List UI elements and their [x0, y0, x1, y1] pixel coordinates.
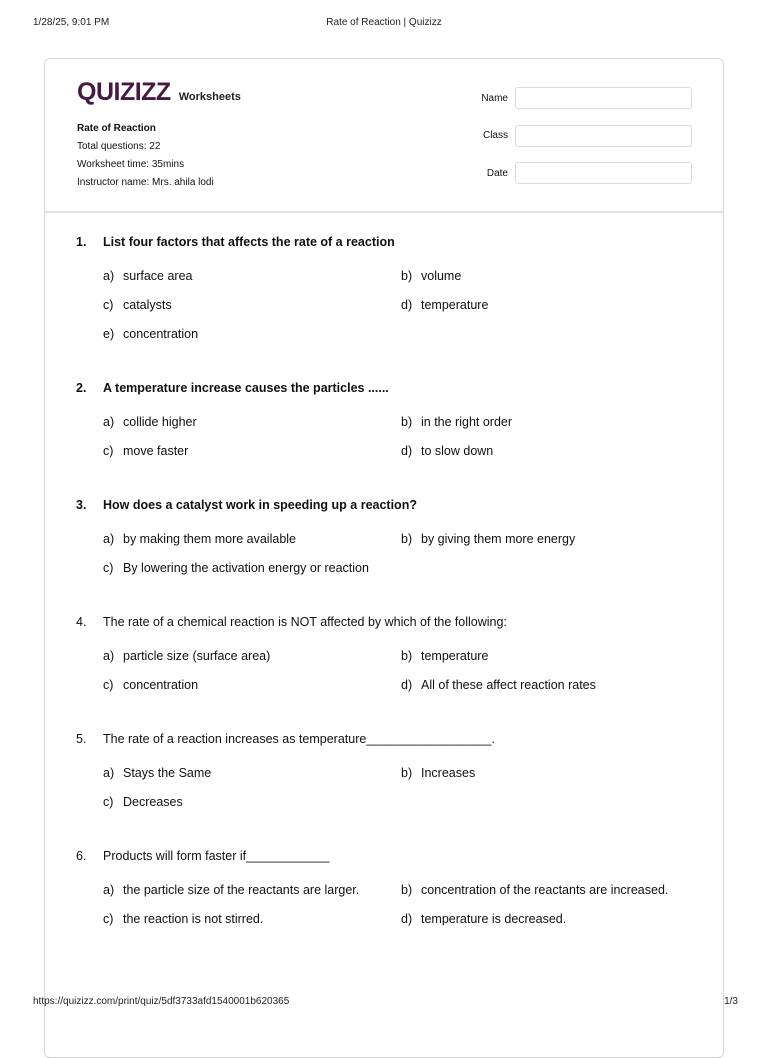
option-c [103, 795, 183, 809]
option-text: By lowering the activation energy or reaction [123, 561, 369, 575]
option-text: by giving them more energy [421, 532, 576, 546]
option-text: volume [421, 269, 462, 283]
option-letter: b) [401, 532, 413, 546]
option-letter: d) [401, 444, 413, 458]
worksheet-meta [77, 120, 214, 192]
question-text: A temperature increase causes the particles ...... [103, 381, 389, 395]
question-text: The rate of a chemical reaction is NOT affected by which of the following: [103, 615, 507, 629]
option-d [401, 912, 566, 926]
option-text: concentration of the reactants are increased. [421, 883, 669, 897]
name-field-row [481, 87, 692, 109]
option-letter: c) [103, 795, 114, 809]
question-stem [76, 381, 716, 395]
worksheet-header [45, 59, 723, 213]
option-c [103, 678, 198, 692]
option-letter: b) [401, 415, 413, 429]
option-text: in the right order [421, 415, 513, 429]
option-letter: d) [401, 678, 413, 692]
option-text: by making them more available [123, 532, 296, 546]
option-b [401, 766, 475, 780]
date-field-row [481, 162, 692, 184]
option-letter: c) [103, 561, 114, 575]
question-number: 2. [76, 381, 87, 395]
question-2 [76, 381, 716, 458]
option-a [103, 269, 192, 283]
option-text: temperature [421, 649, 489, 663]
option-letter: c) [103, 444, 114, 458]
total-questions: Total questions: 22 [77, 141, 161, 152]
option-text: the particle size of the reactants are larger. [123, 883, 360, 897]
question-text: The rate of a reaction increases as temperature__________________. [103, 732, 495, 746]
question-4 [76, 615, 716, 692]
option-letter: c) [103, 912, 114, 926]
option-text: temperature [421, 298, 489, 312]
option-a [103, 766, 211, 780]
option-c [103, 298, 172, 312]
option-text: concentration [123, 327, 199, 341]
option-letter: a) [103, 883, 115, 897]
question-stem [76, 732, 716, 746]
option-c [103, 912, 263, 926]
option-d [401, 298, 488, 312]
option-text: temperature is decreased. [421, 912, 567, 926]
option-text: All of these affect reaction rates [421, 678, 596, 692]
option-a [103, 415, 197, 429]
option-text: Stays the Same [123, 766, 212, 780]
question-1 [76, 235, 716, 341]
brand-name: QUIZIZZ [77, 78, 171, 106]
option-letter: b) [401, 269, 413, 283]
option-d [401, 678, 596, 692]
class-field-row [481, 125, 692, 147]
option-letter: c) [103, 298, 114, 312]
option-letter: a) [103, 269, 115, 283]
name-field[interactable] [515, 87, 692, 109]
question-3 [76, 498, 716, 575]
date-label: Date [486, 167, 508, 179]
option-letter: c) [103, 678, 114, 692]
option-text: the reaction is not stirred. [123, 912, 264, 926]
quizizz-logo [77, 78, 241, 107]
option-a [103, 883, 359, 897]
option-text: to slow down [421, 444, 494, 458]
option-b [401, 649, 488, 663]
option-e [103, 327, 198, 341]
option-letter: a) [103, 415, 115, 429]
option-letter: d) [401, 298, 413, 312]
question-number: 6. [76, 849, 87, 863]
question-number: 1. [76, 235, 87, 249]
option-letter: d) [401, 912, 413, 926]
option-letter: b) [401, 883, 413, 897]
option-letter: e) [103, 327, 115, 341]
question-text: How does a catalyst work in speeding up a reaction? [103, 498, 417, 512]
option-text: collide higher [123, 415, 197, 429]
option-b [401, 415, 512, 429]
instructor-name: Instructor name: Mrs. ahila lodi [77, 177, 214, 188]
student-fields [481, 87, 692, 200]
print-url[interactable]: https://quizizz.com/print/quiz/5df3733afd1540001b620365 [33, 996, 290, 1007]
option-text: surface area [123, 269, 193, 283]
class-field[interactable] [515, 125, 692, 147]
question-text: Products will form faster if____________ [103, 849, 330, 863]
option-letter: a) [103, 766, 115, 780]
quiz-title: Rate of Reaction [77, 123, 156, 134]
option-text: catalysts [123, 298, 172, 312]
option-text: move faster [123, 444, 189, 458]
question-5 [76, 732, 716, 809]
option-letter: a) [103, 649, 115, 663]
worksheet-card [44, 58, 724, 1058]
question-stem [76, 498, 716, 512]
question-stem [76, 235, 716, 249]
option-b [401, 269, 461, 283]
question-stem [76, 849, 716, 863]
option-text: concentration [123, 678, 199, 692]
question-number: 5. [76, 732, 87, 746]
option-d [401, 444, 493, 458]
option-a [103, 532, 296, 546]
page-number: 1/3 [724, 996, 738, 1007]
option-b [401, 883, 668, 897]
option-a [103, 649, 270, 663]
option-c [103, 444, 188, 458]
option-text: particle size (surface area) [123, 649, 271, 663]
question-number: 3. [76, 498, 87, 512]
option-text: Decreases [123, 795, 183, 809]
option-b [401, 532, 575, 546]
print-datetime: 1/28/25, 9:01 PM [33, 17, 110, 28]
worksheet-time: Worksheet time: 35mins [77, 159, 185, 170]
question-text: List four factors that affects the rate of a reaction [103, 235, 395, 249]
question-number: 4. [76, 615, 87, 629]
brand-suffix: Worksheets [178, 91, 241, 103]
option-letter: b) [401, 649, 413, 663]
question-stem [76, 615, 716, 629]
option-letter: a) [103, 532, 115, 546]
option-c [103, 561, 369, 575]
print-page-title: Rate of Reaction | Quizizz [326, 17, 442, 28]
option-letter: b) [401, 766, 413, 780]
option-text: Increases [421, 766, 476, 780]
name-label: Name [481, 92, 508, 104]
date-field[interactable] [515, 162, 692, 184]
class-label: Class [482, 130, 508, 141]
question-6 [76, 849, 716, 926]
